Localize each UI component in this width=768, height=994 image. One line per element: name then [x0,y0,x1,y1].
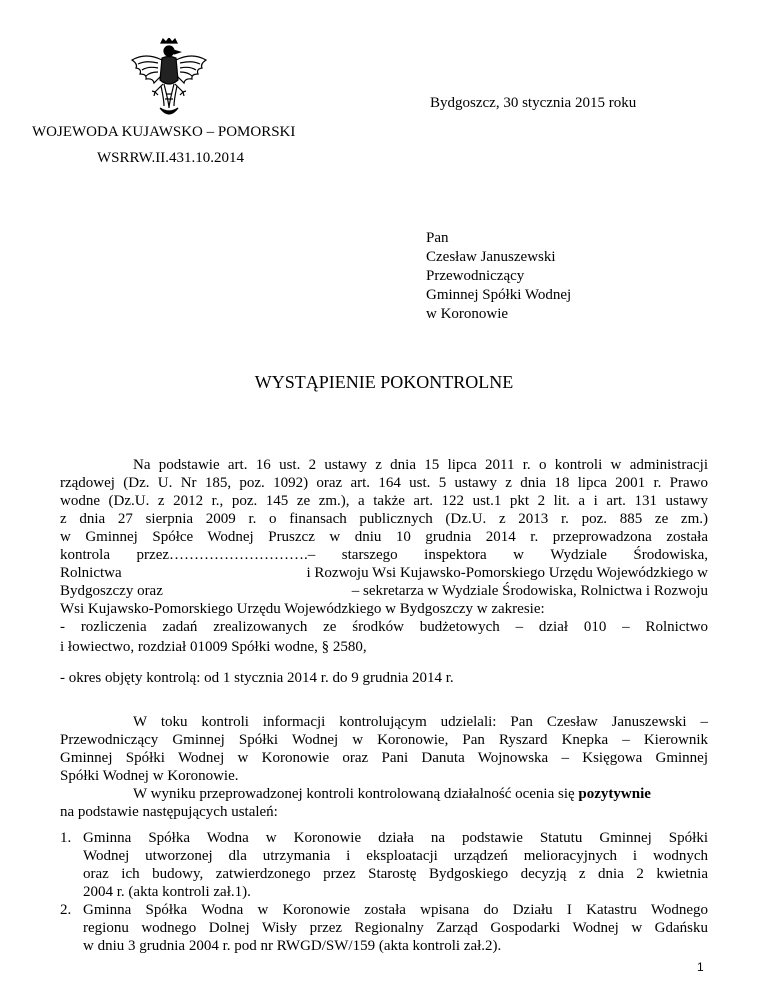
paragraph-line: z dnia 27 sierpnia 2009 r. o finansach publicznych (Dz.U. z 2013 r. poz. 885 ze zm.) [60,511,708,527]
city-date: Bydgoszcz, 30 stycznia 2015 roku [430,95,637,111]
finding-line: oraz ich budowy, zatwierdzonego przez Starostę Bydgoskiego decyzją z dnia 2 kwietnia [83,866,708,882]
paragraph-legal-basis [60,456,708,656]
paragraph-line: rządowej (Dz. U. Nr 185, poz. 1092) oraz art. 164 ust. 5 ustawy z dnia 18 lipca 2001 r. Prawo [60,475,708,491]
finding-number: 2. [60,902,72,918]
paragraph-fragment: – sekretarza w Wydziale Środowiska, Rolnictwa i Rozwoju [351,583,708,599]
paragraph-line: Przewodniczący Gminnej Spółki Wodnej w Koronowie, Pan Ryszard Knepka – Kierownik [60,732,708,748]
finding-line: Gminna Spółka Wodna w Koronowie została wpisana do Działu I Katastru Wodnego [83,902,708,918]
addressee-line: Czesław Januszewski [426,249,556,265]
paragraph-fragment: Rolnictwa [60,565,122,581]
paragraph-line: W toku kontroli informacji kontrolującym udzielali: Pan Czesław Januszewski – [133,714,708,730]
finding-number: 1. [60,830,72,846]
assessment-result: pozytywnie [578,786,651,802]
finding-line: 2004 r. (akta kontroli zał.1). [83,884,251,900]
paragraph-inspection-info [60,713,708,821]
authority-name: WOJEWODA KUJAWSKO – POMORSKI [32,124,296,140]
paragraph-line: Wsi Kujawsko-Pomorskiego Urzędu Wojewódzkiego w Bydgoszczy w zakresie: [60,601,545,617]
paragraph-fragment: Bydgoszczy oraz [60,583,163,599]
paragraph-line [60,582,708,600]
page-number: 1 [697,960,704,974]
findings-list [60,829,708,955]
paragraph-line: - rozliczenia zadań zrealizowanych ze środków budżetowych – dział 010 – Rolnictwo [60,619,708,635]
addressee-line: Pan [426,230,449,246]
finding-item [60,901,708,955]
paragraph-line: kontrola przez……………………….– starszego inspektora w Wydziale Środowiska, [60,547,708,563]
finding-line: Gminna Spółka Wodna w Koronowie działa na podstawie Statutu Gminnej Spółki [83,830,708,846]
inspection-period: - okres objęty kontrolą: od 1 stycznia 2014 r. do 9 grudnia 2014 r. [60,670,454,686]
paragraph-line: na podstawie następujących ustaleń: [60,804,278,820]
paragraph-line [60,785,708,803]
addressee-line: Gminnej Spółki Wodnej [426,287,572,303]
finding-item [60,829,708,901]
finding-line: w dniu 3 grudnia 2004 r. pod nr RWGD/SW/159 (akta kontroli zał.2). [83,938,502,954]
finding-line: Wodnej utworzonej dla utrzymania i eksploatacji urządzeń melioracyjnych i wodnych [83,848,708,864]
paragraph-line: Gminnej Spółki Wodnej w Koronowie oraz Pani Danuta Wojnowska – Księgowa Gminnej [60,750,708,766]
paragraph-line: Spółki Wodnej w Koronowie. [60,768,239,784]
case-reference: WSRRW.II.431.10.2014 [97,150,244,166]
paragraph-line: i łowiectwo, rozdział 01009 Spółki wodne, § 2580, [60,639,367,655]
polish-eagle-emblem [128,38,210,122]
assessment-text: W wyniku przeprowadzonej kontroli kontrolowaną działalność ocenia się [133,786,579,802]
addressee-block [426,229,571,324]
paragraph-fragment: i Rozwoju Wsi Kujawsko-Pomorskiego Urzędu Wojewódzkiego w [306,565,708,581]
paragraph-line: w Gminnej Spółce Wodnej Pruszcz w dniu 10 grudnia 2014 r. przeprowadzona została [60,529,708,545]
paragraph-line: Na podstawie art. 16 ust. 2 ustawy z dnia 15 lipca 2011 r. o kontroli w administracji [133,457,708,473]
paragraph-line [60,564,708,582]
finding-line: regionu wodnego Dolnej Wisły przez Regionalny Zarząd Gospodarki Wodnej w Gdańsku [83,920,708,936]
addressee-line: Przewodniczący [426,268,525,284]
paragraph-line: wodne (Dz.U. z 2012 r., poz. 145 ze zm.), a także art. 122 ust.1 pkt 2 lit. a i art. 131 ustawy [60,493,708,509]
document-title: WYSTĄPIENIE POKONTROLNE [254,372,514,392]
addressee-line: w Koronowie [426,306,509,322]
